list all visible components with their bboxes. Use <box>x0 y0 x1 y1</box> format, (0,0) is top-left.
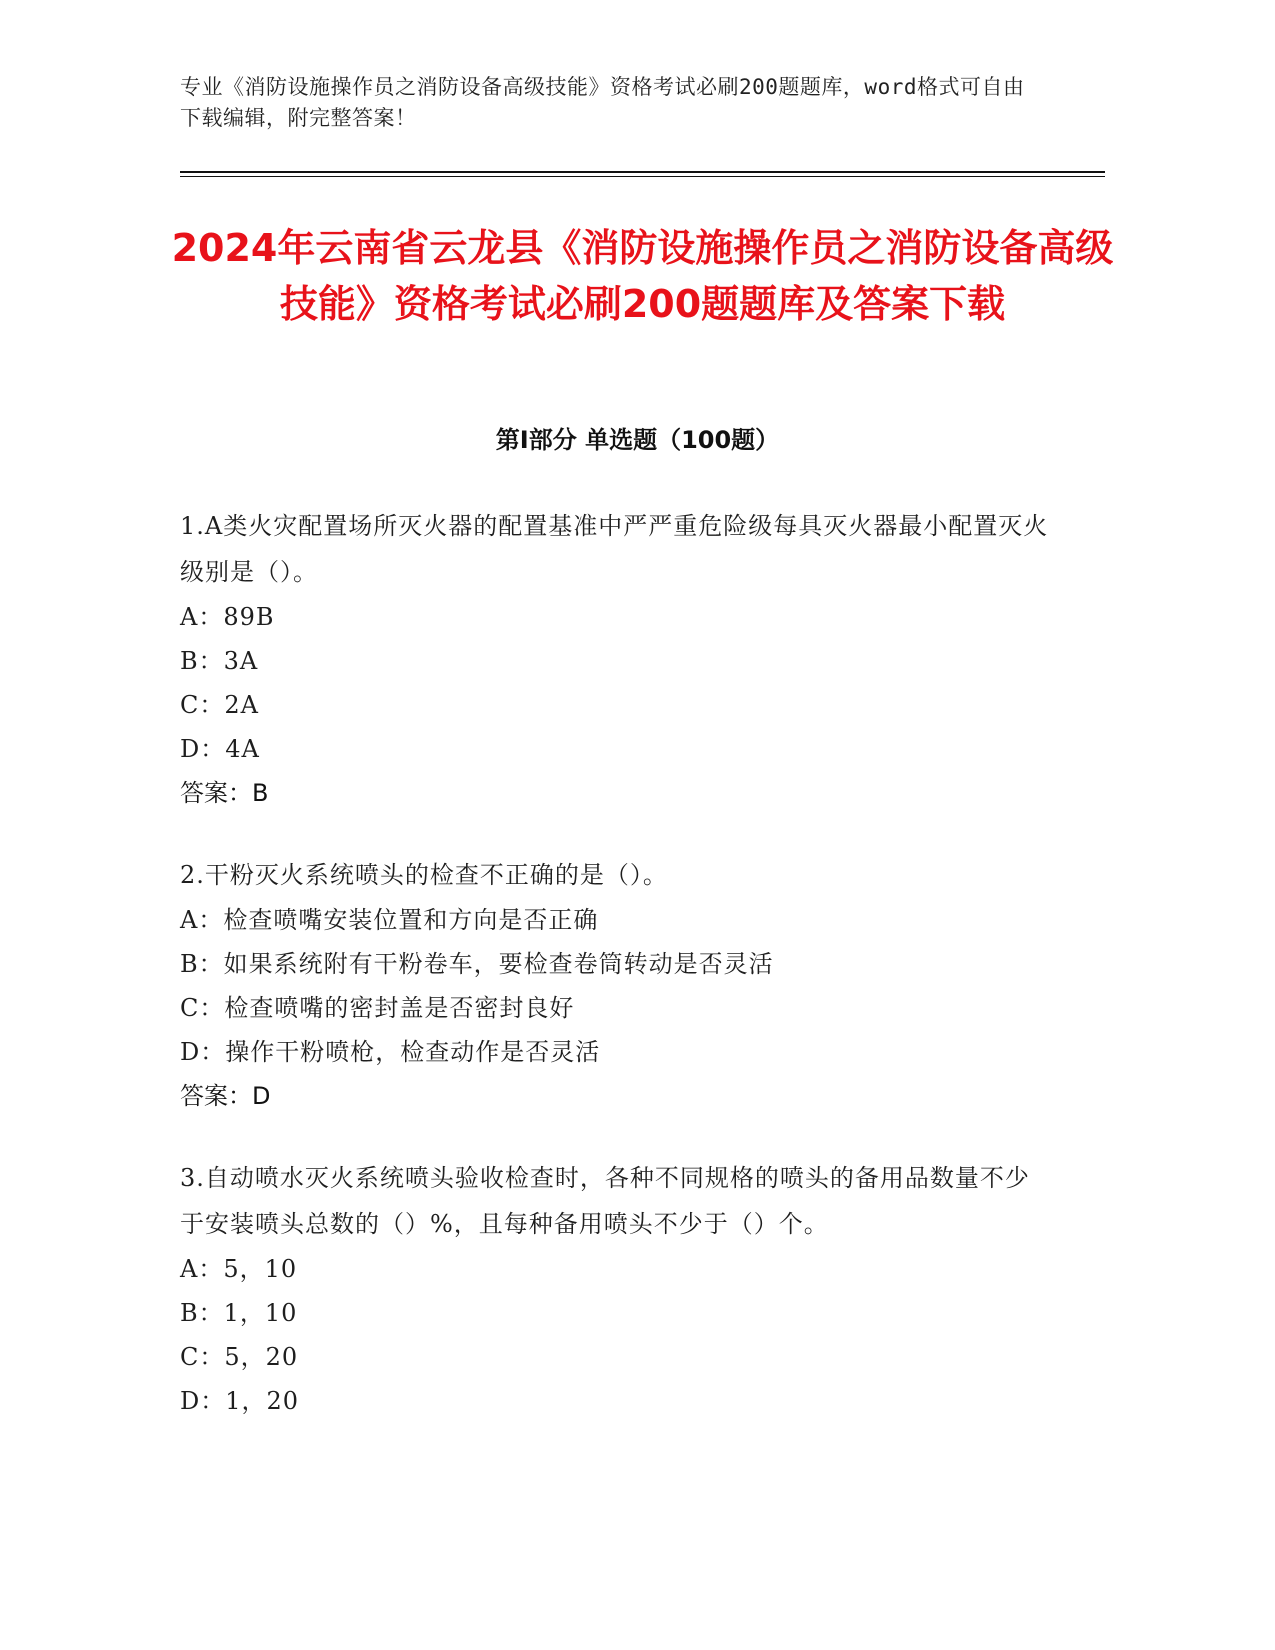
question-1 <box>180 503 1050 815</box>
option-d: D：1，20 <box>180 1387 300 1415</box>
section-heading: 第I部分 单选题（100题） <box>495 426 780 454</box>
option-a: A：89B <box>180 603 275 631</box>
option-b: B：1，10 <box>180 1299 298 1327</box>
header-divider-thick <box>180 171 1105 173</box>
option-b: B：3A <box>180 647 259 675</box>
answer: 答案：D <box>180 1082 271 1110</box>
answer: 答案：B <box>180 779 269 807</box>
document-title: 2024年云南省云龙县《消防设施操作员之消防设备高级技能》资格考试必刷200题题库及答案下载 <box>171 226 1114 326</box>
header-note: 专业《消防设施操作员之消防设备高级技能》资格考试必刷200题题库，word格式可自由下载编辑，附完整答案！ <box>180 75 1025 130</box>
option-c: C：5，20 <box>180 1343 299 1371</box>
question-2 <box>180 852 1050 1118</box>
question-stem: 1.A类火灾配置场所灭火器的配置基准中严严重危险级每具灭火器最小配置灭火级别是（）。 <box>180 512 1049 586</box>
option-b: B：如果系统附有干粉卷车，要检查卷筒转动是否灵活 <box>180 950 774 978</box>
option-a: A：检查喷嘴安装位置和方向是否正确 <box>180 906 599 934</box>
question-stem: 2.干粉灭火系统喷头的检查不正确的是（）。 <box>180 861 668 889</box>
option-d: D：4A <box>180 735 260 763</box>
option-a: A：5，10 <box>180 1255 298 1283</box>
option-d: D：操作干粉喷枪，检查动作是否灵活 <box>180 1038 601 1066</box>
option-c: C：检查喷嘴的密封盖是否密封良好 <box>180 994 575 1022</box>
question-stem: 3.自动喷水灭火系统喷头验收检查时，各种不同规格的喷头的备用品数量不少于安装喷头总数的（）%，且每种备用喷头不少于（）个。 <box>180 1164 1030 1238</box>
header-divider-thin <box>180 176 1105 177</box>
question-3 <box>180 1155 1050 1423</box>
option-c: C：2A <box>180 691 259 719</box>
